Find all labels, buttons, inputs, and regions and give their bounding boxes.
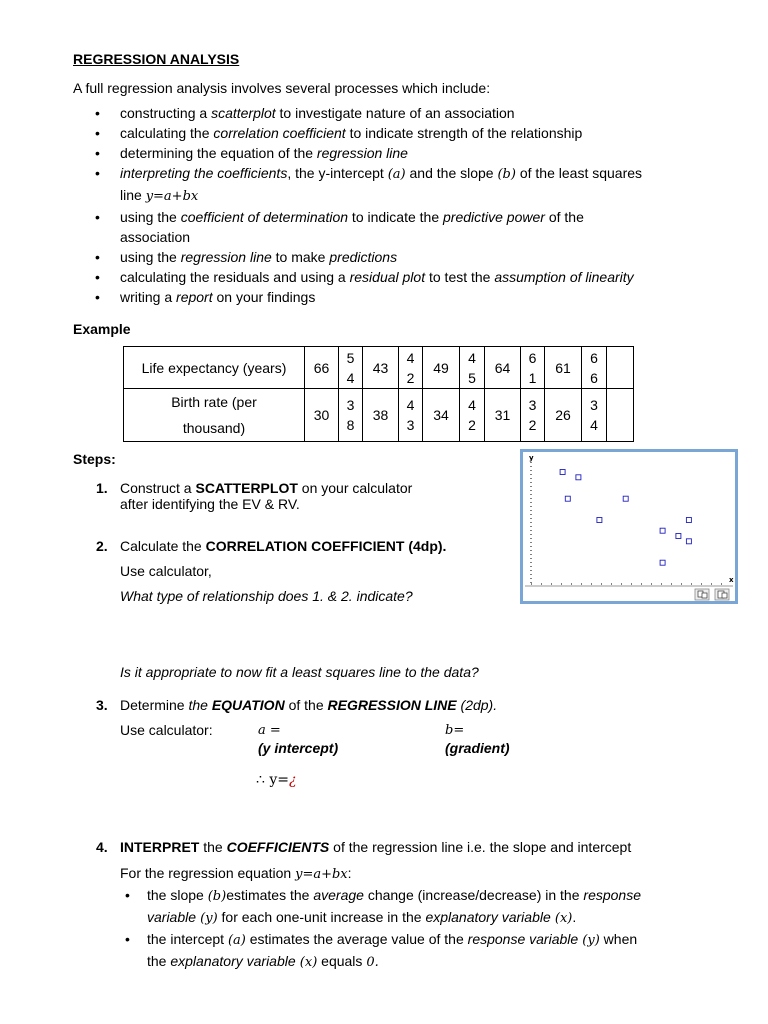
table-cell: 49 bbox=[423, 347, 460, 389]
step-text: Determine the EQUATION of the REGRESSION LINE (2dp). bbox=[120, 697, 498, 713]
list-item: • constructing a scatterplot to investigate nature of an association bbox=[95, 103, 695, 123]
data-points bbox=[560, 470, 691, 566]
step-number: 3. bbox=[96, 697, 108, 713]
a-equation: a = bbox=[258, 723, 281, 738]
scatterplot bbox=[523, 452, 735, 601]
table-cell: 4 3 bbox=[399, 389, 423, 442]
table-cell: 6 6 bbox=[582, 347, 607, 389]
data-point bbox=[660, 528, 665, 533]
data-table bbox=[123, 346, 634, 442]
data-point bbox=[623, 496, 628, 501]
table-cell: 43 bbox=[363, 347, 399, 389]
table-cell bbox=[607, 347, 634, 389]
table-cell: 61 bbox=[545, 347, 582, 389]
step-number: 4. bbox=[96, 839, 108, 855]
steps-heading: Steps: bbox=[73, 451, 116, 467]
step-2-question: What type of relationship does 1. & 2. indicate? bbox=[120, 588, 413, 604]
data-point bbox=[686, 518, 691, 523]
table-cell: 34 bbox=[423, 389, 460, 442]
b-equation: b= bbox=[445, 723, 465, 738]
therefore-equation: ∴ y=¿ bbox=[256, 772, 297, 788]
table-cell: 66 bbox=[305, 347, 339, 389]
table-cell: 3 8 bbox=[339, 389, 363, 442]
data-point bbox=[560, 470, 565, 475]
table-cell: 38 bbox=[363, 389, 399, 442]
table-cell: 26 bbox=[545, 389, 582, 442]
step-text: INTERPRET the COEFFICIENTS of the regression line i.e. the slope and intercept bbox=[120, 839, 632, 855]
list-item: • calculating the residuals and using a residual plot to test the assumption of linearity bbox=[95, 267, 695, 287]
step-4-intro: For the regression equation y=a+bx: bbox=[120, 865, 352, 882]
step-3-instruction: Use calculator: bbox=[120, 722, 213, 738]
data-point bbox=[597, 518, 602, 523]
list-item: • calculating the correlation coefficient to indicate strength of the relationship bbox=[95, 123, 695, 143]
table-row bbox=[124, 389, 634, 442]
intro-text: A full regression analysis involves several processes which include: bbox=[73, 80, 491, 96]
data-point bbox=[660, 560, 665, 565]
table-cell bbox=[607, 389, 634, 442]
data-point bbox=[576, 475, 581, 480]
data-point bbox=[686, 539, 691, 544]
list-item: • the slope (b)estimates the average change (increase/decrease) in the response variable (y) for each one-unit increase in the explanatory variable (x). bbox=[125, 885, 705, 929]
copy-icon[interactable] bbox=[695, 589, 709, 600]
step-number: 1. bbox=[96, 480, 108, 496]
list-item: • using the regression line to make predictions bbox=[95, 247, 695, 267]
step-number: 2. bbox=[96, 538, 108, 554]
table-cell: 3 4 bbox=[582, 389, 607, 442]
table-row bbox=[124, 347, 634, 389]
data-point bbox=[565, 496, 570, 501]
step-2-question-2: Is it appropriate to now fit a least squares line to the data? bbox=[120, 664, 479, 680]
list-item: • using the coefficient of determination to indicate the predictive power of the association bbox=[95, 207, 695, 247]
table-cell: 30 bbox=[305, 389, 339, 442]
table-cell: 64 bbox=[485, 347, 521, 389]
step-2-instruction: Use calculator, bbox=[120, 563, 212, 579]
interpretation-list bbox=[125, 885, 705, 973]
b-note: (gradient) bbox=[445, 740, 510, 756]
x-axis-label: x bbox=[729, 576, 734, 584]
table-cell: 31 bbox=[485, 389, 521, 442]
list-item: • writing a report on your findings bbox=[95, 287, 695, 307]
scatterplot-window bbox=[520, 449, 738, 604]
paste-icon[interactable] bbox=[715, 589, 729, 600]
process-list bbox=[95, 103, 695, 307]
step-1-line2: after identifying the EV & RV. bbox=[120, 496, 300, 512]
a-note: (y intercept) bbox=[258, 740, 339, 756]
row-label: Life expectancy (years) bbox=[124, 347, 305, 389]
row-label: Birth rate (per thousand) bbox=[124, 389, 305, 442]
list-item: • interpreting the coefficients, the y-intercept (a) and the slope (b) of the least squares line y=a+bx bbox=[95, 163, 695, 207]
step-text: Construct a SCATTERPLOT on your calculator bbox=[120, 480, 413, 496]
table-cell: 4 2 bbox=[460, 389, 485, 442]
page-title: REGRESSION ANALYSIS bbox=[73, 51, 240, 67]
list-item: • the intercept (a) estimates the average value of the response variable (y) when the explanatory variable (x) equals 0. bbox=[125, 929, 705, 973]
data-point bbox=[676, 534, 681, 539]
table-cell: 4 5 bbox=[460, 347, 485, 389]
step-text: Calculate the CORRELATION COEFFICIENT (4dp). bbox=[120, 538, 447, 554]
example-heading: Example bbox=[73, 321, 131, 337]
table-cell: 4 2 bbox=[399, 347, 423, 389]
table-cell: 6 1 bbox=[521, 347, 545, 389]
list-item: • determining the equation of the regression line bbox=[95, 143, 695, 163]
table-cell: 5 4 bbox=[339, 347, 363, 389]
table-cell: 3 2 bbox=[521, 389, 545, 442]
y-axis-label: y bbox=[529, 454, 534, 462]
